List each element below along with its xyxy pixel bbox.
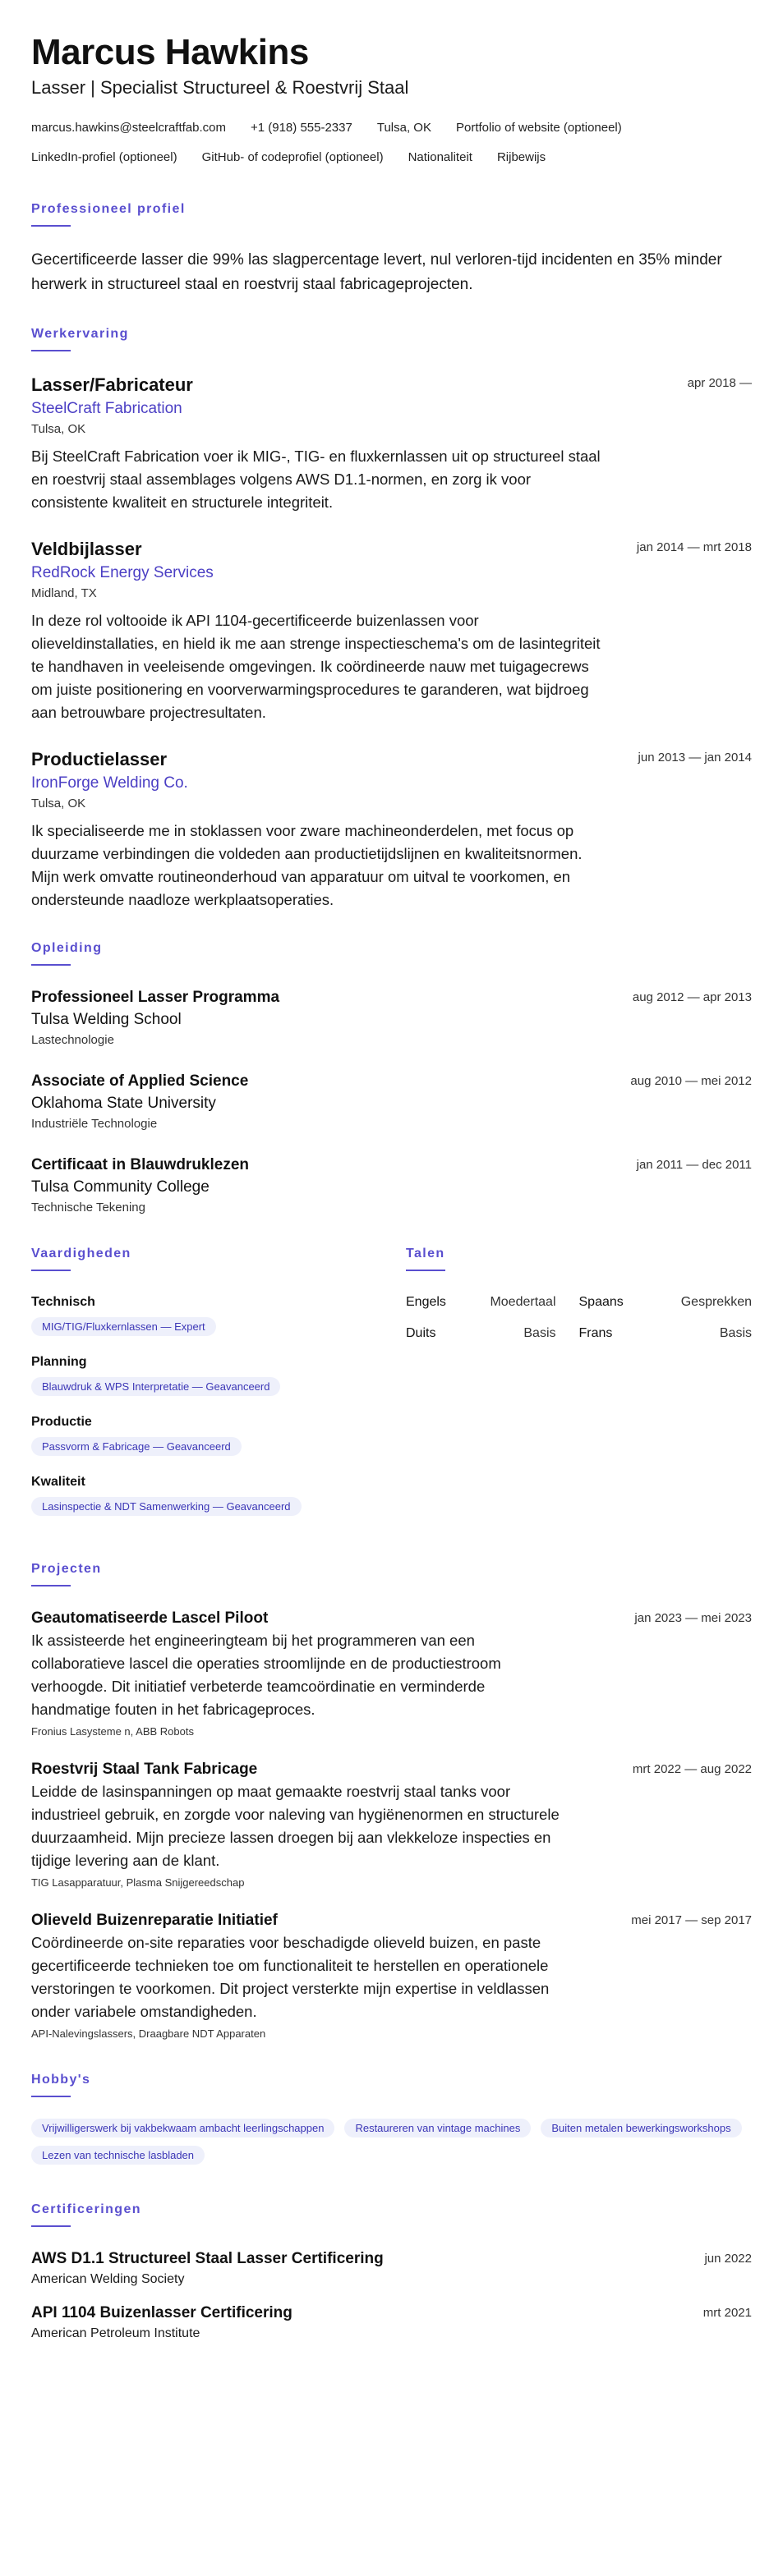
profile-section [31,200,752,297]
school-name: Oklahoma State University [31,1095,216,1112]
degree-title: Associate of Applied Science [31,1072,249,1090]
project-title: Olieveld Buizenreparatie Initiatief [31,1912,278,1929]
languages-section [406,1245,752,1532]
education-entry [31,1155,752,1217]
section-divider [31,225,71,227]
language-level: Moedertaal [490,1295,556,1309]
job-date: jun 2013 — jan 2014 [638,751,752,765]
section-divider [406,1270,445,1271]
experience-section [31,325,752,911]
project-description: Ik assisteerde het engineeringteam bij het programmeren van een collaboratieve lascel die operaties stroomlijnde en de productiestroom verhoogde. Dit initiatief verbeterde teamcoördinatie en verminderde handmatige fouten in het fabricageproces. [31,1632,501,1718]
skill-pill: Passvorm & Fabricage — Geavanceerd [31,1437,242,1456]
project-tools: API-Nalevingslassers, Draagbare NDT Apparaten [31,2027,266,2040]
candidate-name: Marcus Hawkins [31,32,309,72]
skill-group [31,1472,406,1516]
hobby-list [31,2119,752,2173]
job-date: apr 2018 — [687,376,752,390]
contact-portfolio[interactable]: Portfolio of website (optioneel) [455,121,622,135]
certification-date: jun 2022 [704,2252,752,2266]
education-section [31,939,752,1217]
experience-entry [31,373,752,514]
contact-linkedin[interactable]: LinkedIn-profiel (optioneel) [31,150,177,164]
job-date: jan 2014 — mrt 2018 [636,540,752,554]
project-date: mrt 2022 — aug 2022 [632,1762,752,1776]
project-entry [31,1608,752,1741]
language-name: Spaans [578,1295,624,1309]
hobby-pill: Vrijwilligerswerk bij vakbekwaam ambacht leerlingschappen [31,2119,334,2137]
section-title: Talen [406,1247,445,1260]
hobby-pill: Restaureren van vintage machines [344,2119,531,2137]
job-location: Midland, TX [31,586,97,600]
skill-category: Technisch [31,1295,95,1309]
job-description: In deze rol voltooide ik API 1104-gecertificeerde buizenlassen voor olieveldinstallaties, en hield ik me aan strenge inspectieschema's om de lasintegriteit te handhaven in veeleisende omgevingen. Ik coördineerde nauw met tuigagecrews om juiste positionering en voorverwarmingsprocedures te garanderen, wat bijdroeg aan betrouwbare projectresultaten. [31,612,601,721]
education-date: aug 2010 — mei 2012 [630,1074,752,1088]
job-title: Lasser/Fabricateur [31,374,193,395]
school-name: Tulsa Welding School [31,1011,182,1028]
section-divider [31,2225,71,2227]
education-entry [31,1071,752,1133]
skill-category: Productie [31,1415,92,1429]
skill-group [31,1352,406,1396]
language-name: Engels [406,1295,446,1309]
language-row [406,1324,752,1343]
certifications-section [31,2201,752,2344]
project-description: Leidde de lasinspanningen op maat gemaakte roestvrij staal tanks voor industrieel gebruik, en zorgde voor naleving van hygiënenormen en structurele duurzaamheid. Mijn precieze lassen droegen bij aan vlekkeloze inspecties en tijdige levering aan de klant. [31,1783,560,1869]
profile-text: Gecertificeerde lasser die 99% las slagpercentage levert, nul verloren-tijd incidenten en 35% minder herwerk in structureel staal en roestvrij staal fabricageprojecten. [31,251,722,293]
field-of-study: Lastechnologie [31,1033,114,1047]
skill-group [31,1412,406,1456]
skills-section [31,1245,406,1532]
contact-location: Tulsa, OK [376,121,431,135]
section-divider [31,964,71,966]
school-name: Tulsa Community College [31,1178,210,1196]
language-level: Basis [523,1326,556,1340]
projects-section [31,1560,752,2043]
language-level: Basis [719,1326,752,1340]
project-title: Geautomatiseerde Lascel Piloot [31,1609,269,1627]
section-title: Werkervaring [31,327,129,341]
project-date: jan 2023 — mei 2023 [634,1611,752,1625]
job-location: Tulsa, OK [31,422,86,436]
employer-name: IronForge Welding Co. [31,774,188,792]
language-item [579,1324,753,1343]
section-divider [31,350,71,351]
education-date: aug 2012 — apr 2013 [632,990,752,1004]
skills-languages-row [31,1245,752,1532]
skill-pill: Lasinspectie & NDT Samenwerking — Geavanceerd [31,1497,302,1516]
degree-title: Professioneel Lasser Programma [31,989,280,1006]
contact-email[interactable]: marcus.hawkins@steelcraftfab.com [31,121,226,135]
project-tools: TIG Lasapparatuur, Plasma Snijgereedschap [31,1876,245,1889]
contact-nationality: Nationaliteit [408,150,472,164]
language-item [406,1293,579,1312]
skill-pill: Blauwdruk & WPS Interpretatie — Geavanceerd [31,1377,280,1396]
section-title: Projecten [31,1562,102,1576]
certification-entry [31,2303,752,2344]
certification-issuer: American Welding Society [31,2272,185,2286]
hobby-pill: Lezen van technische lasbladen [31,2146,205,2165]
certification-entry [31,2248,752,2289]
contact-drivers-license: Rijbewijs [496,150,546,164]
project-entry [31,1759,752,1892]
education-entry [31,987,752,1049]
section-divider [31,1585,71,1586]
project-description: Coördineerde on-site reparaties voor beschadigde olieveld buizen, en paste gecertificeerde technieken toe om functionaliteit te herstellen en operationele verstoringen te voorkomen. Dit project versterkte mijn expertise in veldlassen onder variabele omstandigheden. [31,1934,550,2020]
field-of-study: Industriële Technologie [31,1117,158,1131]
language-level: Gesprekken [680,1295,752,1309]
section-divider [31,1270,71,1271]
section-divider [31,2096,71,2097]
contact-list [31,113,752,172]
job-description: Bij SteelCraft Fabrication voer ik MIG-, TIG- en fluxkernlassen uit op structureel staal en roestvrij staal assemblages volgens AWS D1.1-normen, en zorg ik voor consistente kwaliteit en structurele integriteit. [31,448,601,511]
certification-date: mrt 2021 [702,2306,752,2320]
section-title: Professioneel profiel [31,202,186,216]
job-description: Ik specialiseerde me in stoklassen voor zware machineonderdelen, met focus op duurzame verbindingen die voldeden aan productietijdslijnen en kwaliteitsnormen. Mijn werk omvatte routineonderhoud van apparatuur om uitval te voorkomen, en ondersteunde naadloze werkplaatsoperaties. [31,822,583,908]
contact-phone[interactable]: +1 (918) 555-2337 [250,121,352,135]
project-tools: Fronius Lasysteme n, ABB Robots [31,1725,194,1738]
section-title: Hobby's [31,2073,91,2087]
experience-entry [31,537,752,724]
language-item [406,1324,579,1343]
language-name: Duits [406,1326,436,1340]
certification-title: AWS D1.1 Structureel Staal Lasser Certificering [31,2250,384,2267]
job-title: Veldbijlasser [31,539,142,559]
language-row [406,1293,752,1312]
project-entry [31,1910,752,2043]
job-title: Productielasser [31,749,168,769]
project-title: Roestvrij Staal Tank Fabricage [31,1761,258,1778]
employer-name: SteelCraft Fabrication [31,400,182,417]
certification-issuer: American Petroleum Institute [31,2326,200,2340]
field-of-study: Technische Tekening [31,1201,145,1215]
skill-category: Kwaliteit [31,1475,85,1489]
job-location: Tulsa, OK [31,797,86,810]
header [31,31,752,172]
contact-github[interactable]: GitHub- of codeprofiel (optioneel) [201,150,384,164]
hobby-pill: Buiten metalen bewerkingsworkshops [541,2119,741,2137]
skill-pill: MIG/TIG/Fluxkernlassen — Expert [31,1317,216,1336]
candidate-headline: Lasser | Specialist Structureel & Roestvrij Staal [31,77,409,98]
section-title: Vaardigheden [31,1247,131,1260]
skill-category: Planning [31,1355,87,1369]
language-name: Frans [578,1326,613,1340]
section-title: Certificeringen [31,2202,141,2216]
certification-title: API 1104 Buizenlasser Certificering [31,2304,292,2321]
section-title: Opleiding [31,941,103,955]
employer-name: RedRock Energy Services [31,564,214,581]
hobbies-section [31,2071,752,2173]
project-date: mei 2017 — sep 2017 [631,1913,752,1927]
skill-group [31,1293,406,1336]
degree-title: Certificaat in Blauwdruklezen [31,1156,250,1173]
language-item [579,1293,753,1312]
education-date: jan 2011 — dec 2011 [636,1158,752,1172]
experience-entry [31,747,752,911]
